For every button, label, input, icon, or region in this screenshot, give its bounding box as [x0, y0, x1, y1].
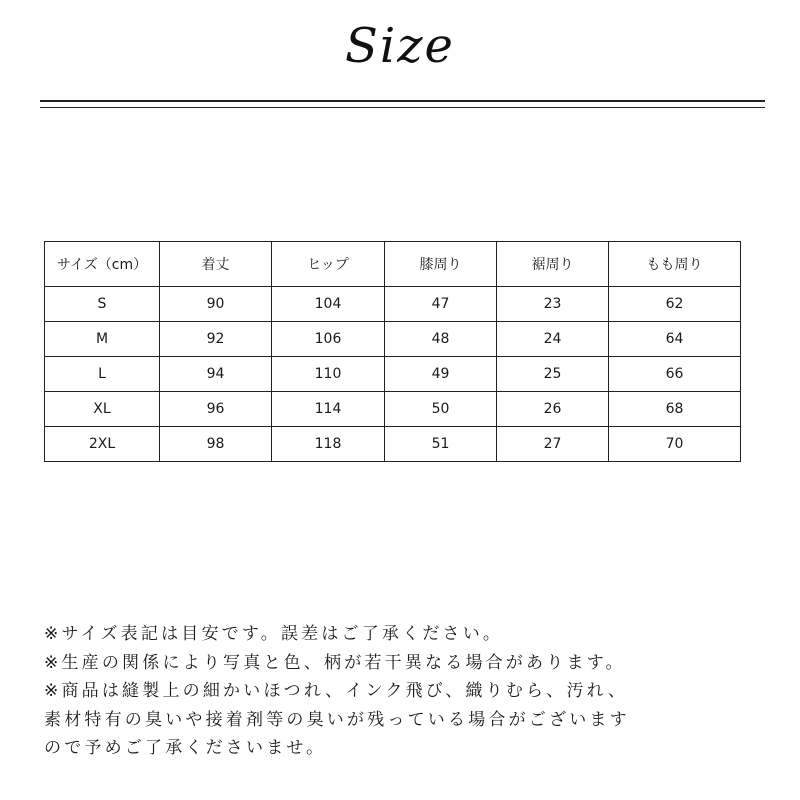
table-cell: 51 [385, 427, 497, 462]
note-line: ので予めご了承くださいませ。 [44, 738, 327, 758]
table-cell: 104 [272, 287, 385, 322]
table-cell: L [45, 357, 160, 392]
table-cell: 26 [497, 392, 609, 427]
header-thigh: もも周り [609, 242, 741, 287]
note-line: ※サイズ表記は目安です。誤差はご了承ください。 [44, 624, 504, 644]
table-row [45, 427, 741, 462]
table-row [45, 287, 741, 322]
table-row [45, 357, 741, 392]
header-hip: ヒップ [272, 242, 385, 287]
table-cell: 62 [609, 287, 741, 322]
table-cell: S [45, 287, 160, 322]
table-cell: 98 [160, 427, 272, 462]
table-cell: 118 [272, 427, 385, 462]
notes-block [44, 620, 774, 763]
size-table [44, 241, 741, 462]
header-size: サイズ（cm） [45, 242, 160, 287]
table-cell: 110 [272, 357, 385, 392]
table-cell: 24 [497, 322, 609, 357]
note-line: 素材特有の臭いや接着剤等の臭いが残っている場合がございます [44, 709, 630, 730]
table-cell: 49 [385, 357, 497, 392]
table-cell: 70 [609, 427, 741, 462]
table-cell: M [45, 322, 160, 357]
table-cell: 23 [497, 287, 609, 322]
table-cell: 68 [609, 392, 741, 427]
table-cell: XL [45, 392, 160, 427]
table-cell: 27 [497, 427, 609, 462]
table-header-row [45, 242, 741, 287]
table-cell: 50 [385, 392, 497, 427]
table-cell: 114 [272, 392, 385, 427]
table-cell: 66 [609, 357, 741, 392]
table-cell: 90 [160, 287, 272, 322]
table-row [45, 392, 741, 427]
table-cell: 2XL [45, 427, 160, 462]
table-cell: 96 [160, 392, 272, 427]
table-cell: 106 [272, 322, 385, 357]
table-cell: 47 [385, 287, 497, 322]
note-line: ※商品は縫製上の細かいほつれ、インク飛び、織りむら、汚れ、 [44, 681, 629, 701]
header-hem: 裾周り [497, 242, 609, 287]
table-cell: 25 [497, 357, 609, 392]
table-row [45, 322, 741, 357]
header-knee: 膝周り [385, 242, 497, 287]
table-cell: 94 [160, 357, 272, 392]
table-cell: 92 [160, 322, 272, 357]
page-title: Size [345, 18, 455, 74]
header-length: 着丈 [160, 242, 272, 287]
title-divider-top [40, 100, 765, 102]
table-cell: 48 [385, 322, 497, 357]
title-divider-bottom [40, 107, 765, 108]
table-cell: 64 [609, 322, 741, 357]
note-line: ※生産の関係により写真と色、柄が若干異なる場合があります。 [44, 652, 626, 673]
